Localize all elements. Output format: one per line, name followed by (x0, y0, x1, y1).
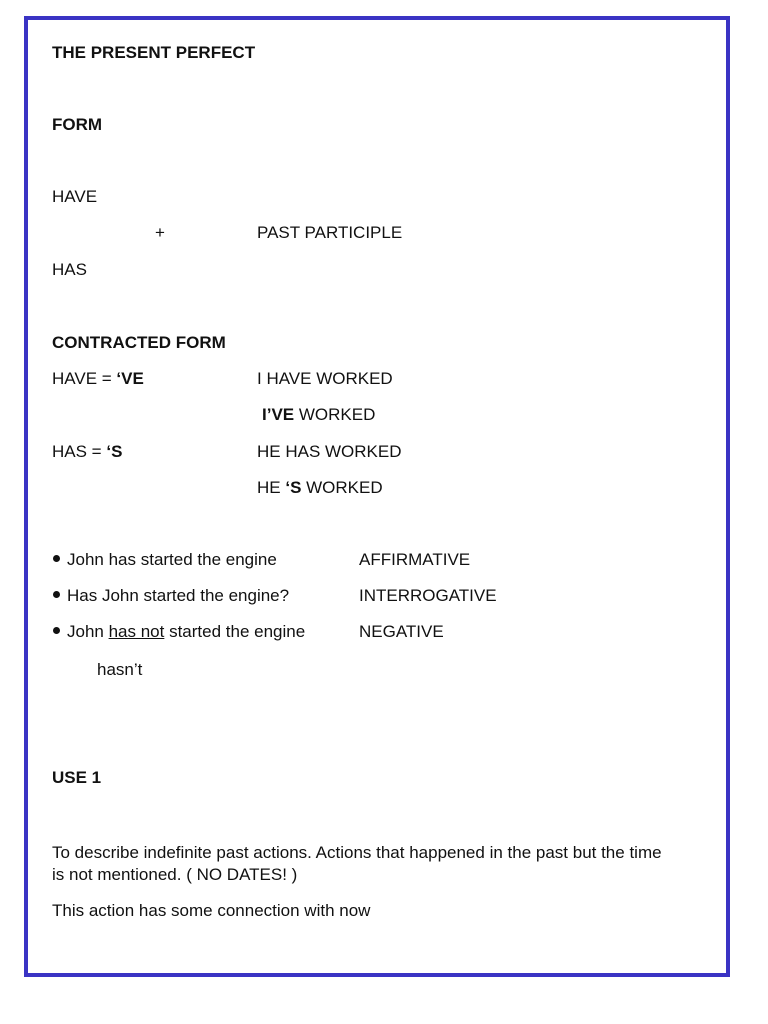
ive-rest: WORKED (294, 405, 376, 424)
contracted-have-row (52, 369, 144, 389)
use1-paragraph-1: To describe indefinite past actions. Actions that happened in the past but the time is not mentioned. ( NO DATES! ) (52, 843, 662, 884)
example-negative-sentence (67, 622, 305, 642)
example-affirmative-sentence: John has started the engine (67, 550, 277, 569)
negative-pre: John (67, 622, 109, 641)
example-interrogative-sentence: Has John started the engine? (67, 586, 290, 605)
example-hes-worked (257, 478, 383, 498)
has-short: ‘S (106, 442, 123, 461)
contraction-note: hasn’t (97, 660, 143, 679)
formula-has: HAS (52, 260, 87, 279)
negative-underlined: has not (108, 622, 165, 641)
bullet-icon (53, 555, 60, 562)
have-short: ‘VE (116, 369, 144, 388)
negative-post: started the engine (164, 622, 306, 641)
example-negative-type: NEGATIVE (359, 622, 444, 641)
formula-plus: + (155, 223, 165, 242)
example-he-has-worked: HE HAS WORKED (257, 442, 402, 461)
example-affirmative-type: AFFIRMATIVE (359, 550, 471, 569)
have-label: HAVE = (52, 369, 117, 388)
hes-bold: ‘S (285, 478, 302, 497)
use1-paragraph-2: This action has some connection with now (52, 901, 371, 920)
hes-pre: HE (257, 478, 286, 497)
example-ive-worked (262, 405, 375, 425)
form-heading: FORM (52, 115, 103, 134)
page-title: THE PRESENT PERFECT (52, 43, 256, 62)
hes-rest: WORKED (301, 478, 383, 497)
formula-past-participle: PAST PARTICIPLE (257, 223, 403, 242)
example-i-have-worked: I HAVE WORKED (257, 369, 393, 388)
ive-bold: I’VE (262, 405, 295, 424)
bullet-icon (53, 627, 60, 634)
formula-have: HAVE (52, 187, 98, 206)
use1-heading: USE 1 (52, 768, 102, 787)
contracted-has-row (52, 442, 122, 462)
has-label: HAS = (52, 442, 107, 461)
bullet-icon (53, 591, 60, 598)
contracted-heading: CONTRACTED FORM (52, 333, 226, 352)
example-interrogative-type: INTERROGATIVE (359, 586, 497, 605)
